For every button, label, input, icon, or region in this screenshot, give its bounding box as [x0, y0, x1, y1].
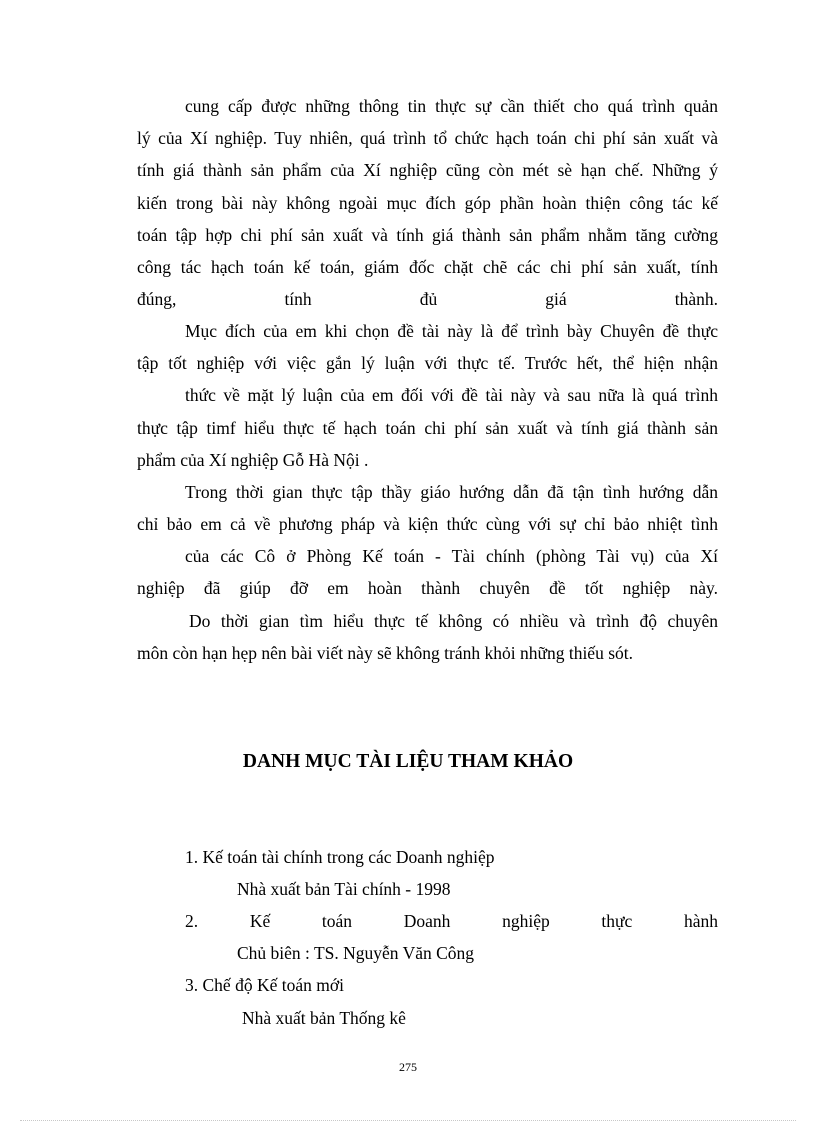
body-line: cung cấp được những thông tin thực sự cần thiết cho quá trình quản — [185, 96, 718, 116]
body-line: môn còn hạn hẹp nên bài viết này sẽ không tránh khỏi những thiếu sót. — [137, 643, 633, 663]
body-line: lý của Xí nghiệp. Tuy nhiên, quá trình tổ chức hạch toán chi phí sản xuất và — [137, 128, 718, 148]
body-line: phẩm của Xí nghiệp Gỗ Hà Nội . — [137, 450, 369, 470]
body-line: thực tập timf hiểu thực tế hạch toán chi phí sản xuất và tính giá thành sản — [137, 418, 718, 438]
body-line: toán tập hợp chi phí sản xuất và tính giá thành sản phẩm nhằm tăng cường — [137, 225, 718, 245]
body-line: Trong thời gian thực tập thầy giáo hướng dẫn đã tận tình hướng dẫn — [185, 482, 718, 502]
reference-detail: Nhà xuất bản Thống kê — [242, 1008, 406, 1028]
page-bottom-divider — [20, 1120, 796, 1121]
body-line: đúng, tính đủ giá thành. — [137, 289, 718, 309]
body-line: tính giá thành sản phẩm của Xí nghiệp cũng còn mét sè hạn chế. Những ý — [137, 160, 718, 180]
reference-title: 1. Kế toán tài chính trong các Doanh nghiệp — [185, 847, 495, 867]
body-line: của các Cô ở Phòng Kế toán - Tài chính (phòng Tài vụ) của Xí — [185, 546, 718, 566]
body-line: thức về mặt lý luận của em đối với đề tài này và sau nữa là quá trình — [185, 385, 718, 405]
body-line: Do thời gian tìm hiểu thực tế không có nhiều và trình độ chuyên — [189, 611, 718, 631]
references-heading: DANH MỤC TÀI LIỆU THAM KHẢO — [242, 751, 574, 772]
body-line: công tác hạch toán kế toán, giám đốc chặt chẽ các chi phí sản xuất, tính — [137, 257, 718, 277]
body-line: nghiệp đã giúp đỡ em hoàn thành chuyên đề tốt nghiệp này. — [137, 578, 718, 598]
reference-title: 2. Kế toán Doanh nghiệp thực hành — [185, 911, 718, 931]
reference-title: 3. Chế độ Kế toán mới — [185, 975, 344, 995]
body-line: chỉ bảo em cả về phương pháp và kiện thức cùng với sự chỉ bảo nhiệt tình — [137, 514, 718, 534]
reference-detail: Chủ biên : TS. Nguyễn Văn Công — [237, 943, 475, 963]
body-line: tập tốt nghiệp với việc gắn lý luận với thực tế. Trước hết, thể hiện nhận — [137, 353, 718, 373]
body-line: Mục đích của em khi chọn đề tài này là để trình bày Chuyên đề thực — [185, 321, 718, 341]
page-number: 275 — [399, 1060, 417, 1074]
reference-detail: Nhà xuất bản Tài chính - 1998 — [237, 879, 451, 899]
body-line: kiến trong bài này không ngoài mục đích góp phần hoàn thiện công tác kế — [137, 193, 718, 213]
